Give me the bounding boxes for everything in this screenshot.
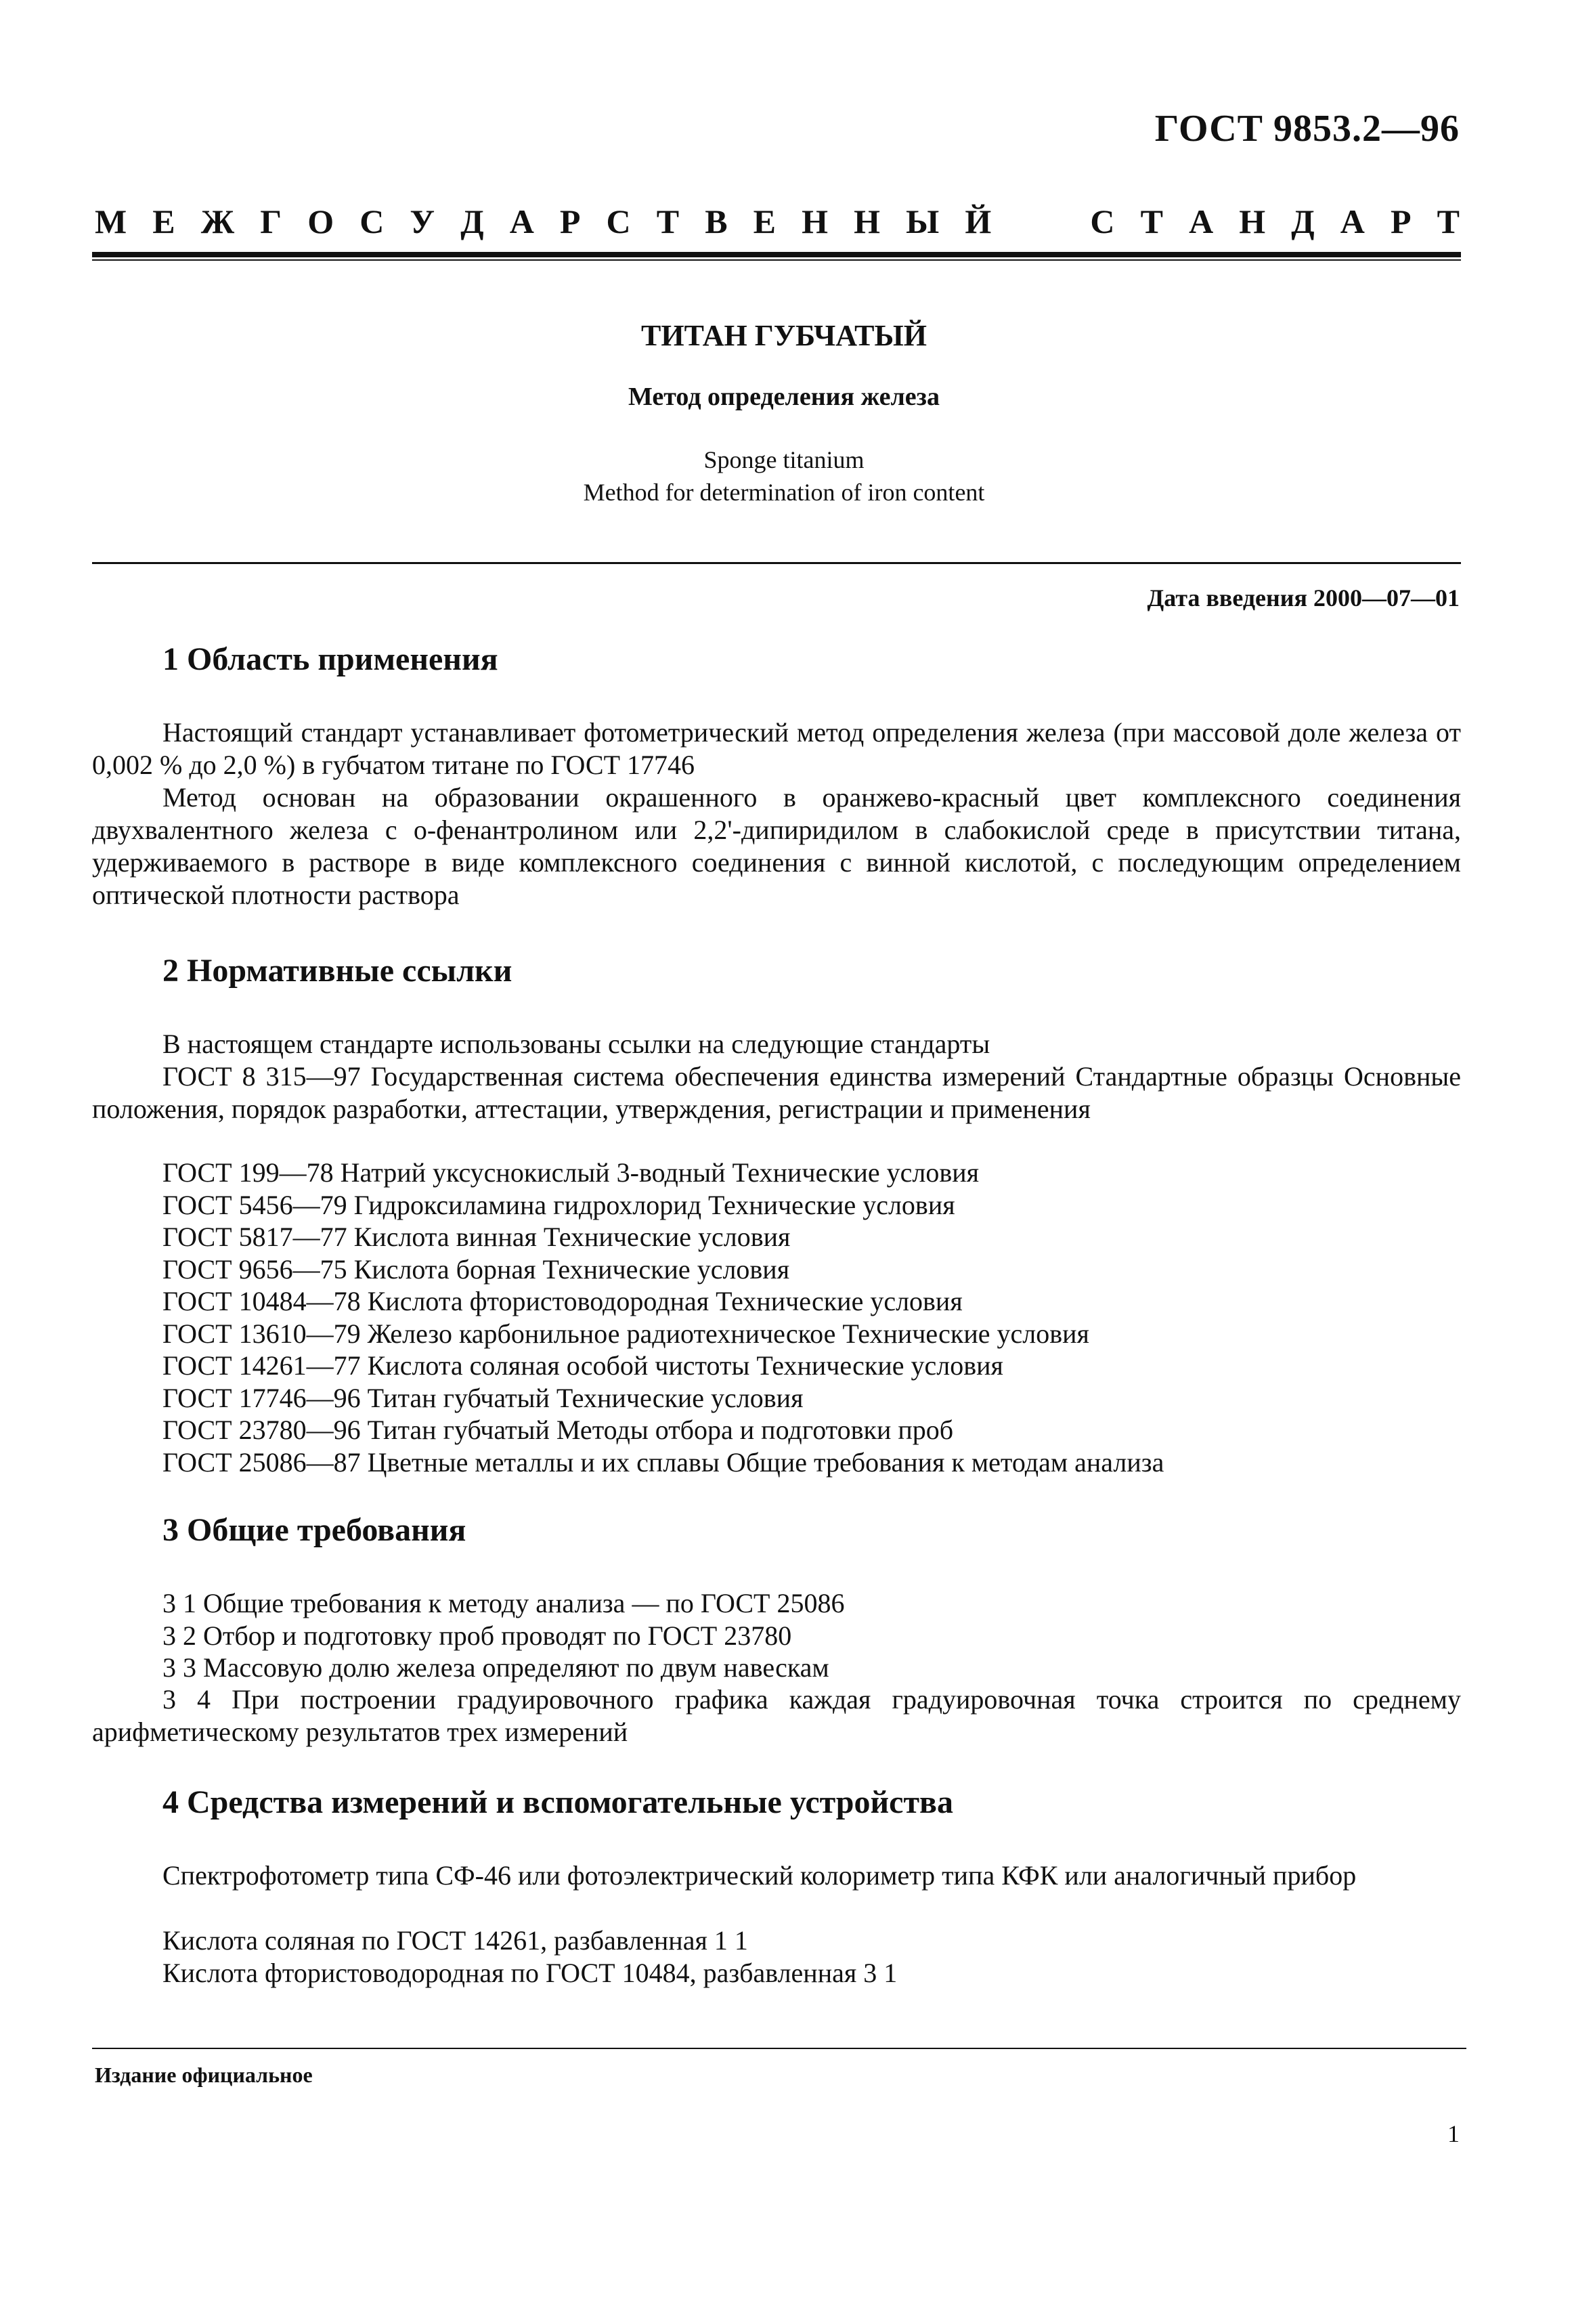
banner-letter: А [1189, 202, 1214, 240]
page-number: 1 [1447, 2120, 1460, 2147]
requirement-item: 3 2 Отбор и подготовку проб проводят по ГОСТ 23780 [162, 1620, 792, 1651]
interstate-standard-banner [95, 198, 1460, 245]
document-title: ТИТАН ГУБЧАТЫЙ [641, 319, 927, 352]
banner-letter: С [1090, 202, 1115, 240]
banner-letter: Ж [200, 202, 235, 240]
reagent-item: Кислота соляная по ГОСТ 14261, разбавленная 1 1 [162, 1925, 748, 1956]
reference-item: ГОСТ 14261—77 Кислота соляная особой чистоты Технические условия [162, 1350, 1003, 1381]
section-references-intro [92, 1028, 1461, 1125]
reference-item: ГОСТ 25086—87 Цветные металлы и их сплавы Общие требования к методам анализа [162, 1446, 1164, 1478]
section-scope-body [92, 716, 1461, 911]
banner-letter: Д [1291, 202, 1315, 240]
header-rule-thin [92, 259, 1461, 261]
banner-letter: А [1340, 202, 1365, 240]
document-subtitle: Метод определения железа [628, 383, 940, 411]
general-requirements-paragraph [92, 1683, 1461, 1748]
banner-letter: Н [802, 202, 829, 240]
reference-item: ГОСТ 199—78 Натрий уксуснокислый 3-водный Технические условия [162, 1157, 980, 1188]
section-heading-references: 2 Нормативные ссылки [162, 953, 512, 989]
paragraph: В настоящем стандарте использованы ссылки на следующие стандарты [162, 1029, 990, 1059]
section-heading-scope: 1 Область применения [162, 641, 498, 677]
document-title-english: Sponge titanium [703, 446, 865, 473]
paragraph: Спектрофотометр типа СФ-46 или фотоэлектрический колориметр типа КФК или аналогичный прибор [162, 1860, 1357, 1891]
banner-letter: А [509, 202, 534, 240]
banner-letter: Т [656, 202, 680, 240]
banner-letter: У [410, 202, 435, 240]
footer-rule [92, 2048, 1466, 2049]
paragraph: ГОСТ 8 315—97 Государственная система обеспечения единства измерений Стандартные образцы Основные положения, порядок разработки, аттестации, утверждения, регистрации и применения [92, 1061, 1461, 1124]
banner-letter: М [95, 202, 127, 240]
paragraph: Метод основан на образовании окрашенного в оранжево-красный цвет комплексного соединения двухвалентного железа с о-фенантролином или 2,2'-дипиридилом в слабокислой среде в присутствии титана, удерживаемого в растворе в виде комплексного соединения с винной кислотой, с последующим определением оптической плотности раствора [92, 782, 1461, 910]
reference-item: ГОСТ 5456—79 Гидроксиламина гидрохлорид Технические условия [162, 1189, 955, 1220]
reference-item: ГОСТ 10484—78 Кислота фтористоводородная Технические условия [162, 1286, 963, 1316]
banner-letter: Н [854, 202, 881, 240]
document-subtitle-english: Method for determination of iron content [583, 479, 985, 506]
reference-item: ГОСТ 13610—79 Железо карбонильное радиотехническое Технические условия [162, 1318, 1089, 1349]
banner-letter: Т [1140, 202, 1163, 240]
banner-letter: О [307, 202, 334, 240]
official-edition-label: Издание официальное [95, 2063, 313, 2087]
reagent-item: Кислота фтористоводородная по ГОСТ 10484, разбавленная 3 1 [162, 1957, 898, 1988]
reference-item: ГОСТ 17746—96 Титан губчатый Технические условия [162, 1382, 804, 1413]
reagent-list [162, 1924, 1462, 1989]
banner-letter: В [705, 202, 728, 240]
header-rule-thick [92, 252, 1461, 257]
introduction-date: Дата введения 2000—07—01 [1147, 584, 1460, 611]
banner-letter: Е [152, 202, 175, 240]
reference-item: ГОСТ 9656—75 Кислота борная Технические условия [162, 1253, 790, 1285]
measuring-instruments-paragraph [92, 1859, 1461, 1892]
banner-letter: Т [1437, 202, 1460, 240]
banner-letter: Р [1390, 202, 1412, 240]
banner-letter: С [606, 202, 631, 240]
banner-letter: Г [260, 202, 282, 240]
requirement-item: 3 3 Массовую долю железа определяют по двум навескам [162, 1652, 829, 1683]
requirement-paragraph: 3 4 При построении градуировочного графика каждая градуировочная точка строится по среднему арифметическому результатов трех измерений [92, 1684, 1461, 1747]
banner-letter: Н [1239, 202, 1266, 240]
paragraph: Настоящий стандарт устанавливает фотометрический метод определения железа (при массовой доле железа от 0,002 % до 2,0 %) в губчатом титане по ГОСТ 17746 [92, 717, 1461, 780]
banner-letter: Й [965, 202, 992, 240]
section-heading-measuring-instruments: 4 Средства измерений и вспомогательные устройства [162, 1784, 953, 1820]
title-divider [92, 562, 1461, 564]
reference-item: ГОСТ 23780—96 Титан губчатый Методы отбора и подготовки проб [162, 1415, 954, 1445]
banner-letter: С [359, 202, 385, 240]
section-heading-general-requirements: 3 Общие требования [162, 1512, 466, 1548]
document-code: ГОСТ 9853.2—96 [1154, 108, 1460, 150]
banner-letter: Р [559, 202, 581, 240]
banner-letter: Д [460, 202, 484, 240]
reference-list [162, 1157, 1462, 1478]
reference-item: ГОСТ 5817—77 Кислота винная Технические условия [162, 1222, 791, 1252]
banner-letter: Е [753, 202, 777, 240]
requirement-item: 3 1 Общие требования к методу анализа — по ГОСТ 25086 [162, 1588, 845, 1618]
banner-letter: Ы [906, 202, 940, 240]
general-requirements-list [162, 1587, 1462, 1684]
